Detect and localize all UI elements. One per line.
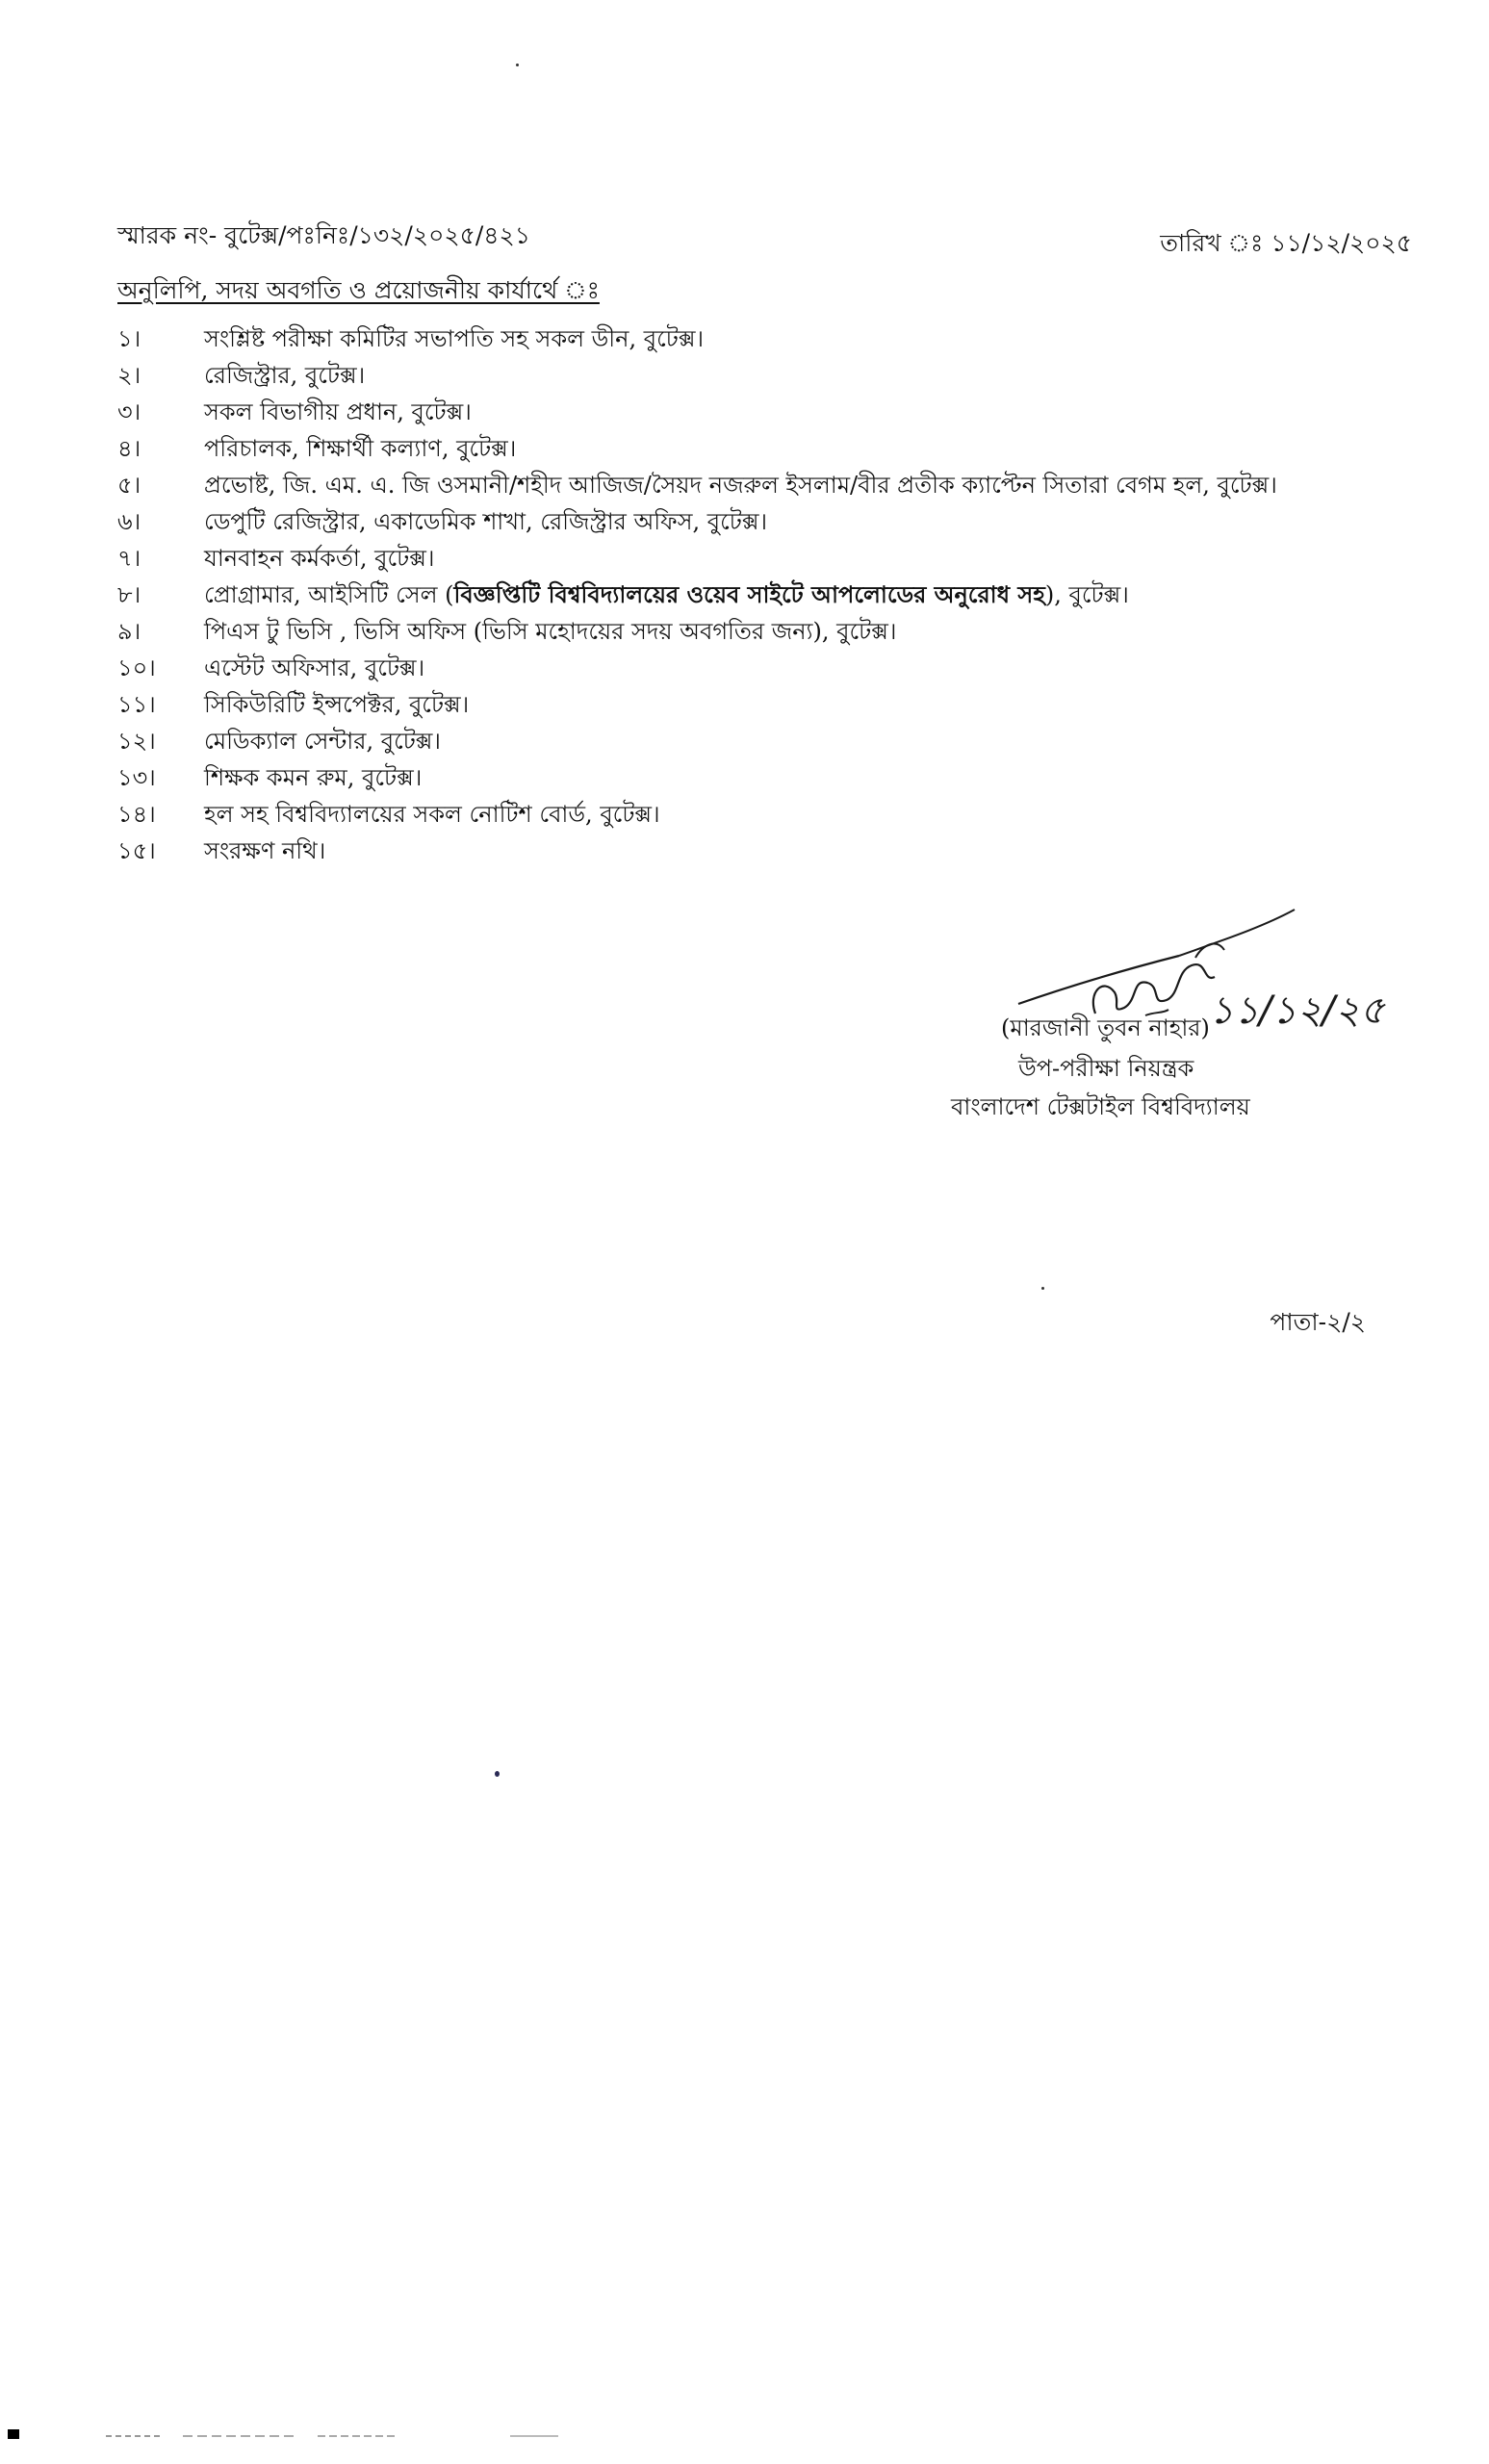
item-recipient: এস্টেট অফিসার, বুটেক্স।: [204, 654, 425, 681]
distribution-item: [117, 469, 1407, 505]
item-number: ৭।: [117, 545, 141, 572]
scan-edge-mark: [8, 2429, 19, 2439]
item-number: ৫।: [117, 472, 141, 499]
signatory-name: (মারজানী তুবন নাহার): [1001, 1014, 1210, 1041]
item-recipient: পিএস টু ভিসি , ভিসি অফিস (ভিসি মহোদয়ের সদয় অবগতির জন্য), বুটেক্স।: [204, 618, 897, 645]
distribution-item: [117, 688, 1407, 725]
scan-footer-residue: [106, 2433, 558, 2439]
item-recipient: সংশ্লিষ্ট পরীক্ষা কমিটির সভাপতি সহ সকল ডীন, বুটেক্স।: [204, 325, 705, 352]
distribution-item: [117, 396, 1407, 432]
scan-speck: [516, 64, 519, 66]
item-recipient: সিকিউরিটি ইন্সপেক্টর, বুটেক্স।: [204, 691, 470, 718]
item-number: ৩।: [117, 398, 141, 425]
handwritten-date: ১১/১২/২৫: [1209, 988, 1385, 1033]
scan-speck: [1041, 1287, 1044, 1290]
item-recipient: পরিচালক, শিক্ষার্থী কল্যাণ, বুটেক্স।: [204, 435, 517, 462]
item-number: ১২।: [117, 728, 156, 755]
item-recipient: হল সহ বিশ্ববিদ্যালয়ের সকল নোটিশ বোর্ড, বুটেক্স।: [204, 801, 660, 828]
item-number: ১১।: [117, 691, 156, 718]
item-number: ১৩।: [117, 764, 156, 791]
item-recipient-text: প্রোগ্রামার, আইসিটি সেল (: [204, 581, 454, 608]
item-recipient: প্রভোষ্ট, জি. এম. এ. জি ওসমানী/শহীদ আজিজ/সৈয়দ নজরুল ইসলাম/বীর প্রতীক ক্যাপ্টেন সিতারা বেগম হল, বুটেক্স।: [204, 472, 1277, 499]
item-recipient-request: বিজ্ঞপ্তিটি বিশ্ববিদ্যালয়ের ওয়েব সাইটে আপলোডের অনুরোধ সহ: [453, 580, 1045, 608]
distribution-item: [117, 652, 1407, 688]
memo-number: স্মারক নং- বুটেক্স/পঃনিঃ/১৩২/২০২৫/৪২১: [117, 221, 530, 249]
distribution-item: [117, 615, 1407, 652]
distribution-item: [117, 578, 1407, 615]
item-number: ৬।: [117, 508, 141, 535]
item-recipient-text-end: ), বুটেক্স।: [1044, 581, 1129, 608]
item-recipient: শিক্ষক কমন রুম, বুটেক্স।: [204, 764, 423, 791]
memo-date: তারিখ ঃ ১১/১২/২০২৫: [1160, 229, 1412, 257]
item-number: ৮।: [117, 581, 141, 608]
signatory-designation: উপ-পরীক্ষা নিয়ন্ত্রক: [1018, 1055, 1194, 1082]
distribution-item: [117, 798, 1407, 834]
page-number: পাতা-২/২: [1270, 1308, 1366, 1336]
item-number: ১৫।: [117, 837, 156, 864]
distribution-item: [117, 322, 1407, 359]
scan-speck: [495, 1771, 500, 1777]
item-recipient: মেডিক্যাল সেন্টার, বুটেক্স।: [204, 728, 442, 755]
item-recipient: ডেপুটি রেজিস্ট্রার, একাডেমিক শাখা, রেজিস্ট্রার অফিস, বুটেক্স।: [204, 508, 768, 535]
item-number: ৪।: [117, 435, 141, 462]
distribution-item: [117, 542, 1407, 578]
item-recipient: সকল বিভাগীয় প্রধান, বুটেক্স।: [204, 398, 472, 425]
distribution-item: [117, 505, 1407, 542]
item-number: ১০।: [117, 654, 156, 681]
item-number: ১।: [117, 325, 141, 352]
item-recipient: রেজিস্ট্রার, বুটেক্স।: [204, 362, 366, 389]
copy-distribution-heading: অনুলিপি, সদয় অবগতি ও প্রয়োজনীয় কার্যার্থে ঃ: [117, 276, 600, 304]
distribution-item: [117, 761, 1407, 798]
distribution-item: [117, 834, 1407, 871]
distribution-item: [117, 359, 1407, 396]
item-recipient: সংরক্ষণ নথি।: [204, 837, 326, 864]
item-recipient: যানবাহন কর্মকর্তা, বুটেক্স।: [204, 545, 435, 572]
item-number: ১৪।: [117, 801, 156, 828]
distribution-item: [117, 432, 1407, 469]
item-number: ২।: [117, 362, 141, 389]
item-number: ৯।: [117, 618, 141, 645]
item-recipient: [204, 578, 1129, 616]
signatory-organization: বাংলাদেশ টেক্সটাইল বিশ্ববিদ্যালয়: [951, 1093, 1250, 1120]
distribution-item: [117, 725, 1407, 761]
distribution-list: [117, 322, 1407, 871]
